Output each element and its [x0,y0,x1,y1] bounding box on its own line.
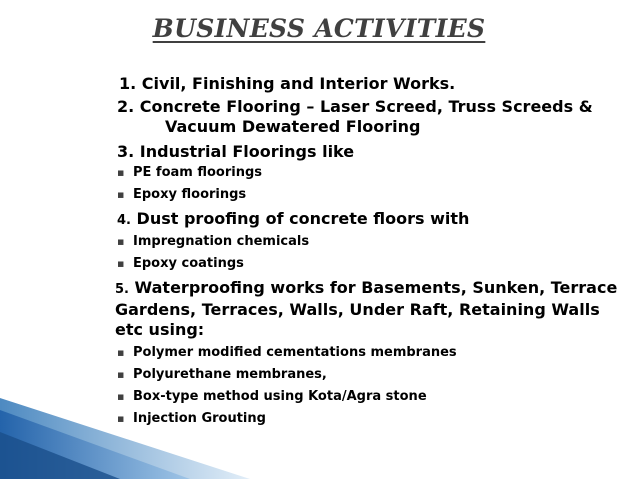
sub-list-item-label: Polyurethane membranes, [133,367,327,382]
list-item-line: Vacuum Dewatered Flooring [165,117,421,136]
list-item-label: Dust proofing of concrete floors with [130,209,470,228]
sub-list-item-label: Epoxy floorings [133,187,247,202]
bullet-icon: ▪ [117,368,125,381]
list-item [117,209,627,230]
sub-list-item-label: Epoxy coatings [133,256,244,271]
slide-content [117,74,627,433]
list-item-label: Waterproofing works for Basements, Sunken, Terrace Gardens, Terraces, Walls, Under Raft, Retaining Walls etc using: [115,278,618,339]
sub-list-item [117,345,627,361]
bullet-icon: ▪ [117,166,125,179]
list-item [115,278,627,340]
list-item: 3. Industrial Floorings like [117,142,355,161]
bullet-icon: ▪ [117,188,125,201]
bullet-icon: ▪ [117,412,125,425]
slide-title: BUSINESS ACTIVITIES [152,14,486,43]
list-item-number: 5. [115,282,129,297]
sub-list-item [117,411,627,427]
sub-list-item-label: Impregnation chemicals [133,234,310,249]
sub-list-item [117,165,627,181]
sub-list-item [117,256,627,272]
sub-list-item [117,234,627,250]
sub-list-item-label: PE foam floorings [133,165,263,180]
sub-list-item-label: Polymer modified cementations membranes [133,345,457,360]
bullet-icon: ▪ [117,390,125,403]
bullet-icon: ▪ [117,257,125,270]
bullet-icon: ▪ [117,235,125,248]
sub-list-item [117,389,627,405]
sub-list-item [117,187,627,203]
list-item-number: 4. [117,213,131,228]
sub-list-item [117,367,627,383]
bullet-icon: ▪ [117,346,125,359]
list-item: 1. Civil, Finishing and Interior Works. [119,74,456,93]
list-item [117,97,627,137]
sub-list-item-label: Injection Grouting [133,411,266,426]
list-item-line: 2. Concrete Flooring – Laser Screed, Truss Screeds & [117,97,593,116]
sub-list-item-label: Box-type method using Kota/Agra stone [133,389,427,404]
